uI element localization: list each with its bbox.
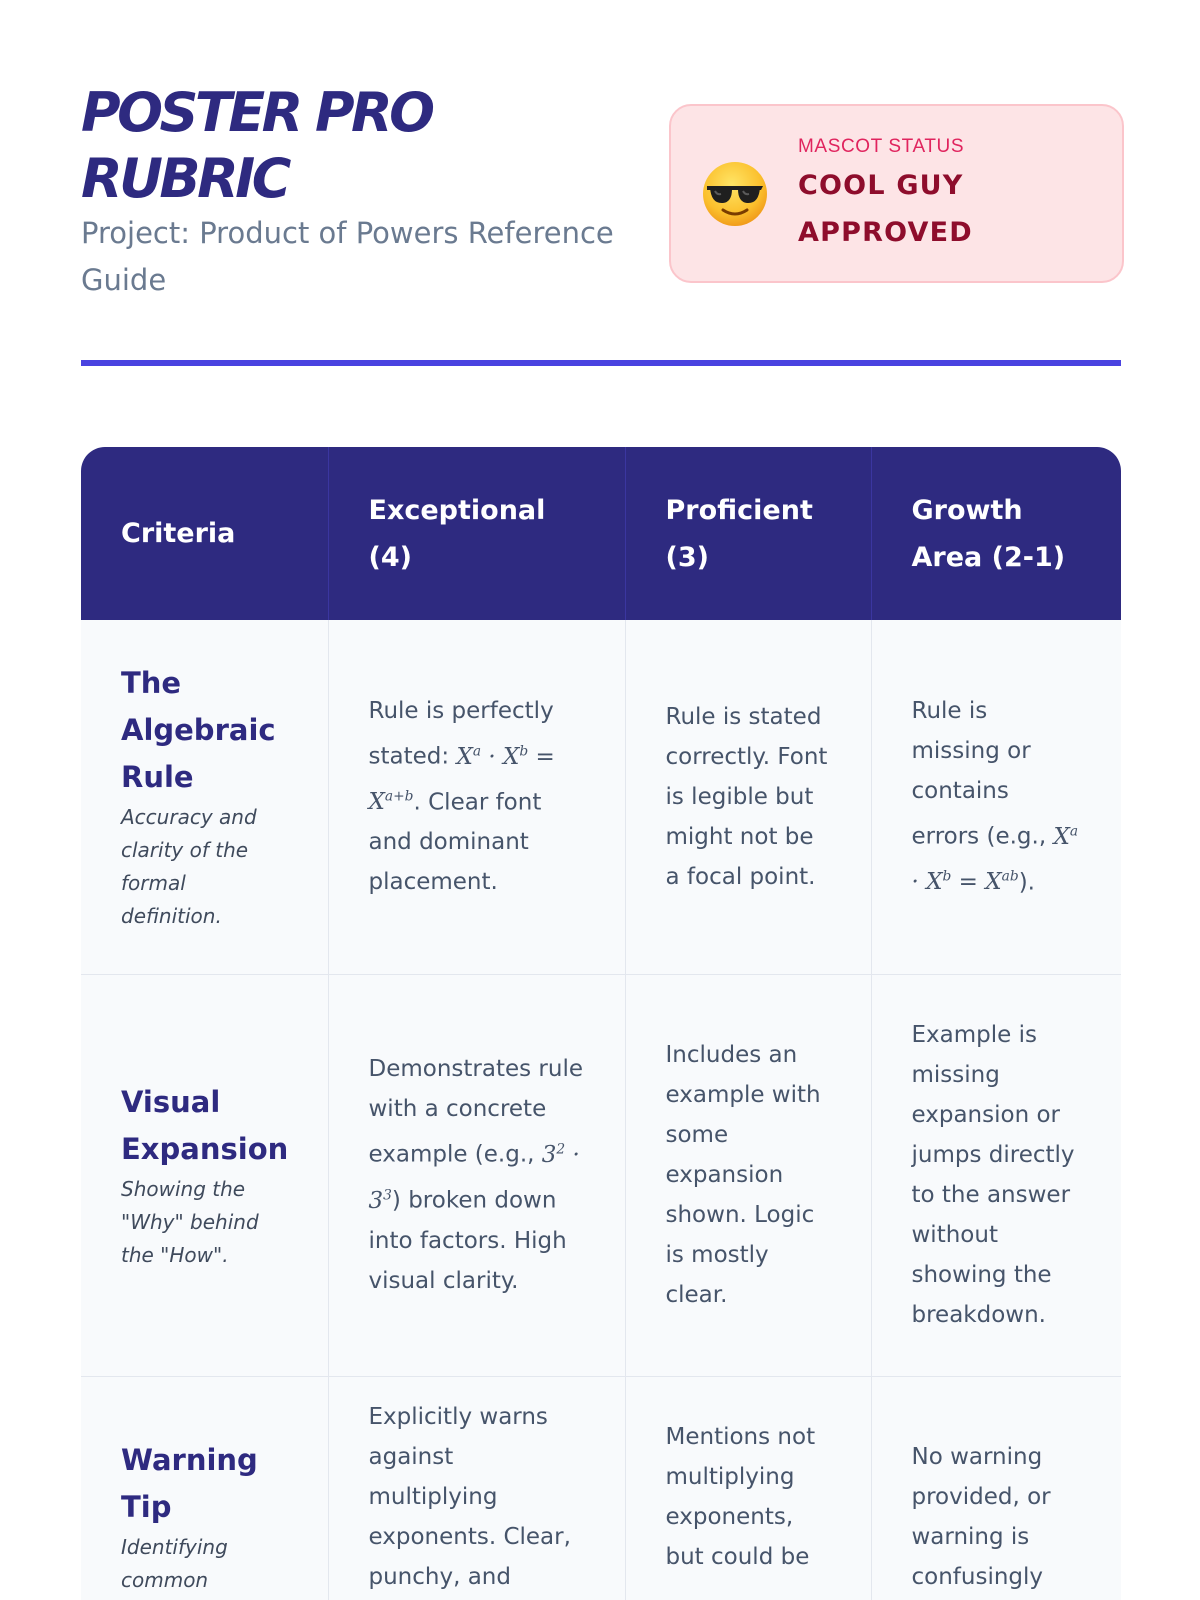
table-row xyxy=(81,1376,1121,1600)
criteria-description: Identifying common xyxy=(121,1534,228,1592)
column-header-growth: Growth Area (2-1) xyxy=(871,447,1121,620)
criteria-name: Visual Expansion xyxy=(121,1084,289,1166)
proficient-cell: Rule is stated correctly. Font is legible but might not be a focal point. xyxy=(625,620,871,974)
cell-text: Rule is perfectly stated: xyxy=(368,698,554,770)
cell-text: Rule is missing or contains errors (e.g., xyxy=(911,698,1054,850)
math-formula: $X^a \cdot X^b = X^{a+b}$ xyxy=(368,743,555,816)
exceptional-cell xyxy=(328,620,625,974)
header-divider xyxy=(81,360,1121,366)
criteria-name: Warning Tip xyxy=(121,1442,258,1524)
column-header-criteria: Criteria xyxy=(81,447,328,620)
table-row xyxy=(81,974,1121,1376)
growth-cell: No warning provided, or warning is confusingly xyxy=(871,1376,1121,1600)
proficient-cell: Includes an example with some expansion shown. Logic is mostly clear. xyxy=(625,974,871,1376)
criteria-cell xyxy=(81,974,328,1376)
table-row xyxy=(81,620,1121,974)
criteria-description: Showing the "Why" behind the "How". xyxy=(121,1176,259,1267)
rubric-table xyxy=(81,447,1121,1600)
math-formula: $X^a \cdot X^b = X^{ab}$ xyxy=(911,823,1079,896)
page-header xyxy=(81,80,1124,320)
cell-text: ). xyxy=(1018,869,1035,896)
growth-cell xyxy=(871,620,1121,974)
growth-cell: Example is missing expansion or jumps directly to the answer without showing the breakdown. xyxy=(871,974,1121,1376)
criteria-cell xyxy=(81,620,328,974)
cell-text: ) broken down into factors. High visual clarity. xyxy=(368,1187,567,1294)
criteria-description: Accuracy and clarity of the formal definition. xyxy=(121,805,257,929)
cell-text: Demonstrates rule with a concrete example (e.g., xyxy=(368,1056,584,1168)
mascot-status-card xyxy=(669,104,1124,283)
mascot-status-label: MASCOT STATUS xyxy=(798,136,965,157)
column-header-proficient: Proficient (3) xyxy=(625,447,871,620)
page-subtitle: Project: Product of Powers Reference Guide xyxy=(81,216,614,297)
math-formula: $3^2 \cdot 3^3$ xyxy=(368,1141,580,1214)
proficient-cell: Mentions not multiplying exponents, but could be xyxy=(625,1376,871,1600)
sunglasses-emoji-icon xyxy=(701,160,769,228)
mascot-status-value: COOL GUY APPROVED xyxy=(798,170,973,248)
exceptional-cell xyxy=(328,974,625,1376)
page-title: POSTER PRO RUBRIC xyxy=(81,81,432,210)
exceptional-cell: Explicitly warns against multiplying exponents. Clear, punchy, and xyxy=(328,1376,625,1600)
cell-text: . Clear font and dominant placement. xyxy=(368,789,542,896)
table-header-row xyxy=(81,447,1121,620)
column-header-exceptional: Exceptional (4) xyxy=(328,447,625,620)
criteria-cell xyxy=(81,1376,328,1600)
criteria-name: The Algebraic Rule xyxy=(121,666,276,795)
